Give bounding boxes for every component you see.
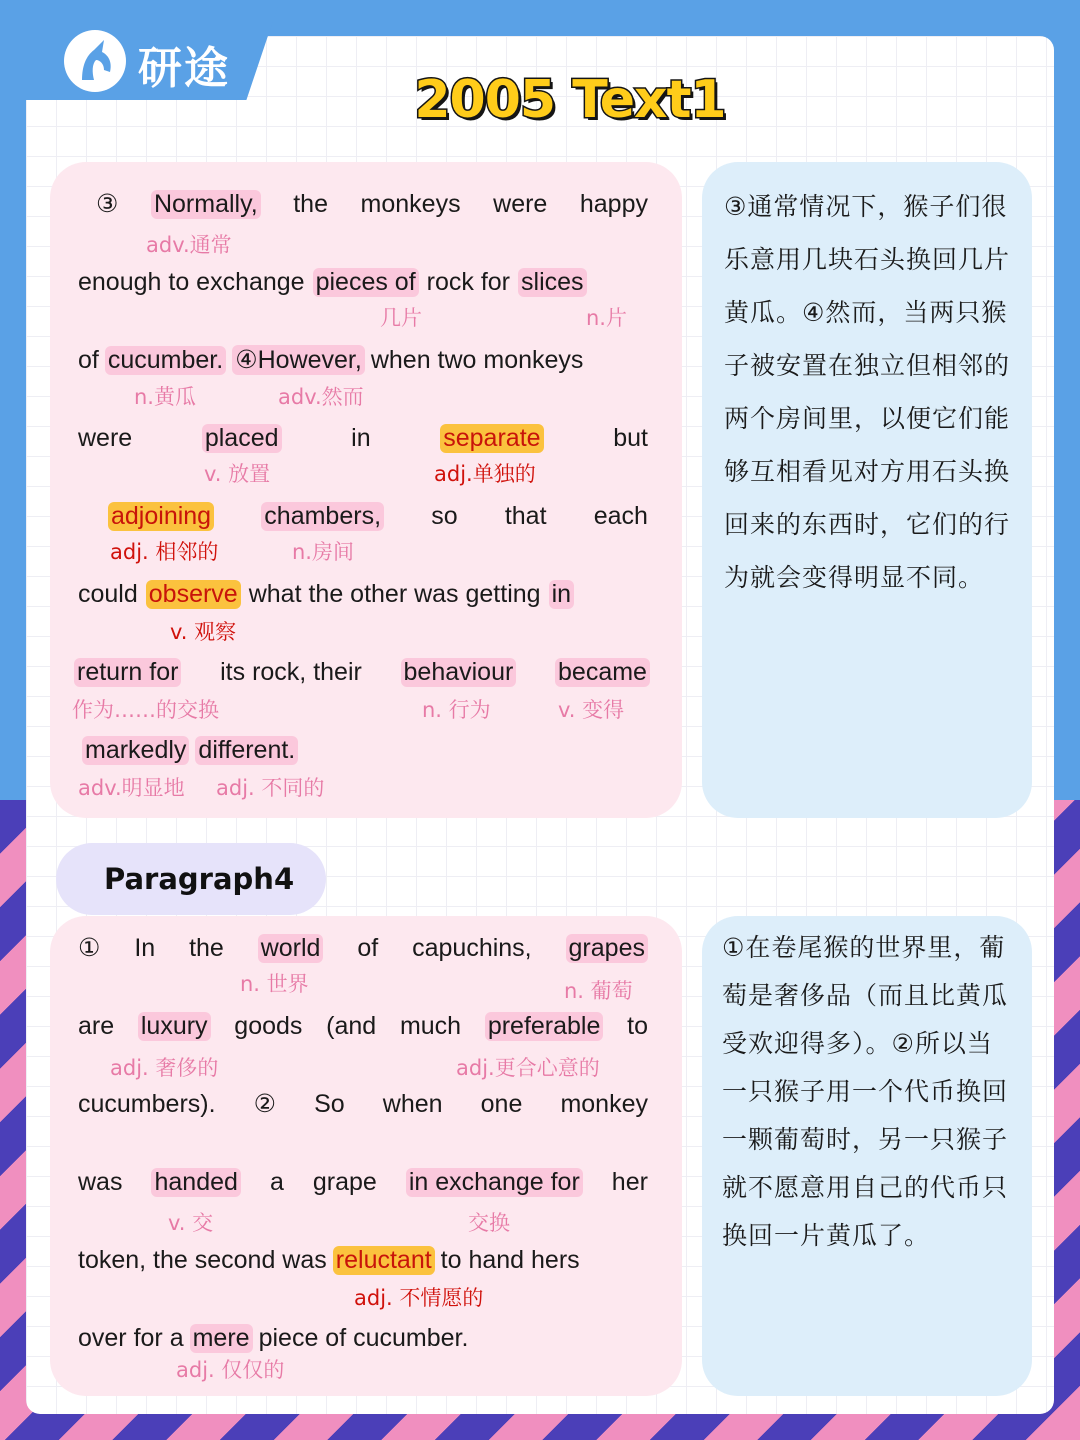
gloss-return-for: 作为……的交换 [72, 698, 219, 722]
p3-line-8 [82, 730, 652, 770]
p3-line-7: return for its rock, their behaviour became [74, 652, 650, 692]
brand-name: 研途 [138, 43, 230, 94]
phrase-return-for: return for [74, 658, 181, 687]
gloss-luxury: adj. 奢侈的 [110, 1056, 219, 1080]
p4-line-1: ① In the world of capuchins, grapes [78, 928, 648, 968]
p3-line-6: could observe what the other was getting in [78, 574, 658, 614]
word-grapes: grapes [566, 934, 648, 963]
gloss-different: adj. 不同的 [216, 776, 325, 800]
p4-line-2: are luxury goods (and much preferable to [78, 1011, 648, 1040]
p4-line-4: was handed a grape in exchange for her [78, 1167, 648, 1196]
p3-translation: ③通常情况下，猴子们很 乐意用几块石头换回几片 黄瓜。④然而，当两只猴 子被安置在独立但相邻的 两个房间里，以便它们能 够互相看见对方用石头换 回来的东西时，它们的行 为就会变得明显不同。 [724, 192, 1011, 592]
word-cucumber: cucumber. [105, 346, 226, 375]
page-title: 2005 Text1 [414, 70, 726, 130]
gloss-grapes: n. 葡萄 [564, 979, 633, 1003]
gloss-exchange: 交换 [468, 1211, 510, 1235]
word-preferable: preferable [485, 1012, 604, 1041]
word-mere: mere [190, 1324, 253, 1353]
phrase-pieces-of: pieces of [313, 268, 419, 297]
word-luxury: luxury [138, 1012, 211, 1041]
gloss-handed: v. 交 [168, 1211, 214, 1235]
gloss-preferable: adj.更合心意的 [456, 1056, 600, 1080]
p4-translation: ①在卷尾猴的世界里，葡 萄是奢侈品（而且比黄瓜 受欢迎得多）。②所以当 一只猴子用一个代币换回 一颗葡萄时，另一只猴子 就不愿意用自己的代币只 换回一片黄瓜了。 [722, 933, 1009, 1250]
p4-line-3: cucumbers). ② So when one monkey [78, 1089, 648, 1118]
p3-line-5: adjoining chambers, so that each [108, 496, 648, 536]
gloss-behaviour: n. 行为 [422, 698, 491, 722]
p4-line-6: over for a mere piece of cucumber. [78, 1323, 469, 1352]
gloss-normally: adv.通常 [146, 233, 232, 257]
gloss-world: n. 世界 [240, 972, 309, 996]
word-chambers: chambers, [261, 502, 384, 531]
gloss-however: adv.然而 [278, 385, 364, 409]
word-slices: slices [518, 268, 587, 297]
gloss-slices: n.片 [586, 306, 627, 330]
gloss-markedly: adv.明显地 [78, 776, 185, 800]
gloss-reluctant: adj. 不情愿的 [354, 1286, 484, 1310]
section-label-paragraph4: Paragraph4 [56, 843, 326, 915]
word-became: became [555, 658, 650, 687]
word-however: ④However, [232, 345, 365, 375]
gloss-cucumber: n.黄瓜 [134, 385, 196, 409]
word-handed: handed [151, 1168, 240, 1197]
word-placed: placed [202, 424, 282, 453]
gloss-became: v. 变得 [558, 698, 625, 722]
gloss-adjoining: adj. 相邻的 [110, 540, 219, 564]
word-in: in [549, 580, 574, 609]
word-reluctant: reluctant [333, 1246, 435, 1275]
gloss-placed: v. 放置 [204, 462, 271, 486]
gloss-observe: v. 观察 [170, 620, 237, 644]
word-behaviour: behaviour [401, 658, 517, 687]
word-world: world [258, 934, 324, 963]
phrase-in-exchange-for: in exchange for [406, 1168, 583, 1197]
p3-line-3: of cucumber. ④However, when two monkeys [78, 345, 584, 374]
word-normally: Normally, [151, 190, 261, 219]
p3-line-2: enough to exchange pieces of rock for slices [78, 262, 648, 302]
gloss-separate: adj.单独的 [434, 462, 536, 486]
word-separate: separate [440, 424, 543, 453]
p3-line-4: were placed in separate but [78, 423, 648, 452]
p4-line-5: token, the second was reluctant to hand hers [78, 1245, 580, 1274]
gloss-pieces: 几片 [380, 306, 422, 330]
word-different: different. [195, 736, 298, 765]
word-observe: observe [146, 580, 241, 609]
word-markedly: markedly [82, 736, 189, 765]
gloss-mere: adj. 仅仅的 [176, 1358, 285, 1382]
word-adjoining: adjoining [108, 502, 214, 531]
gloss-chambers: n.房间 [292, 540, 354, 564]
p3-line-1: ③ Normally, the monkeys were happy [96, 189, 648, 218]
